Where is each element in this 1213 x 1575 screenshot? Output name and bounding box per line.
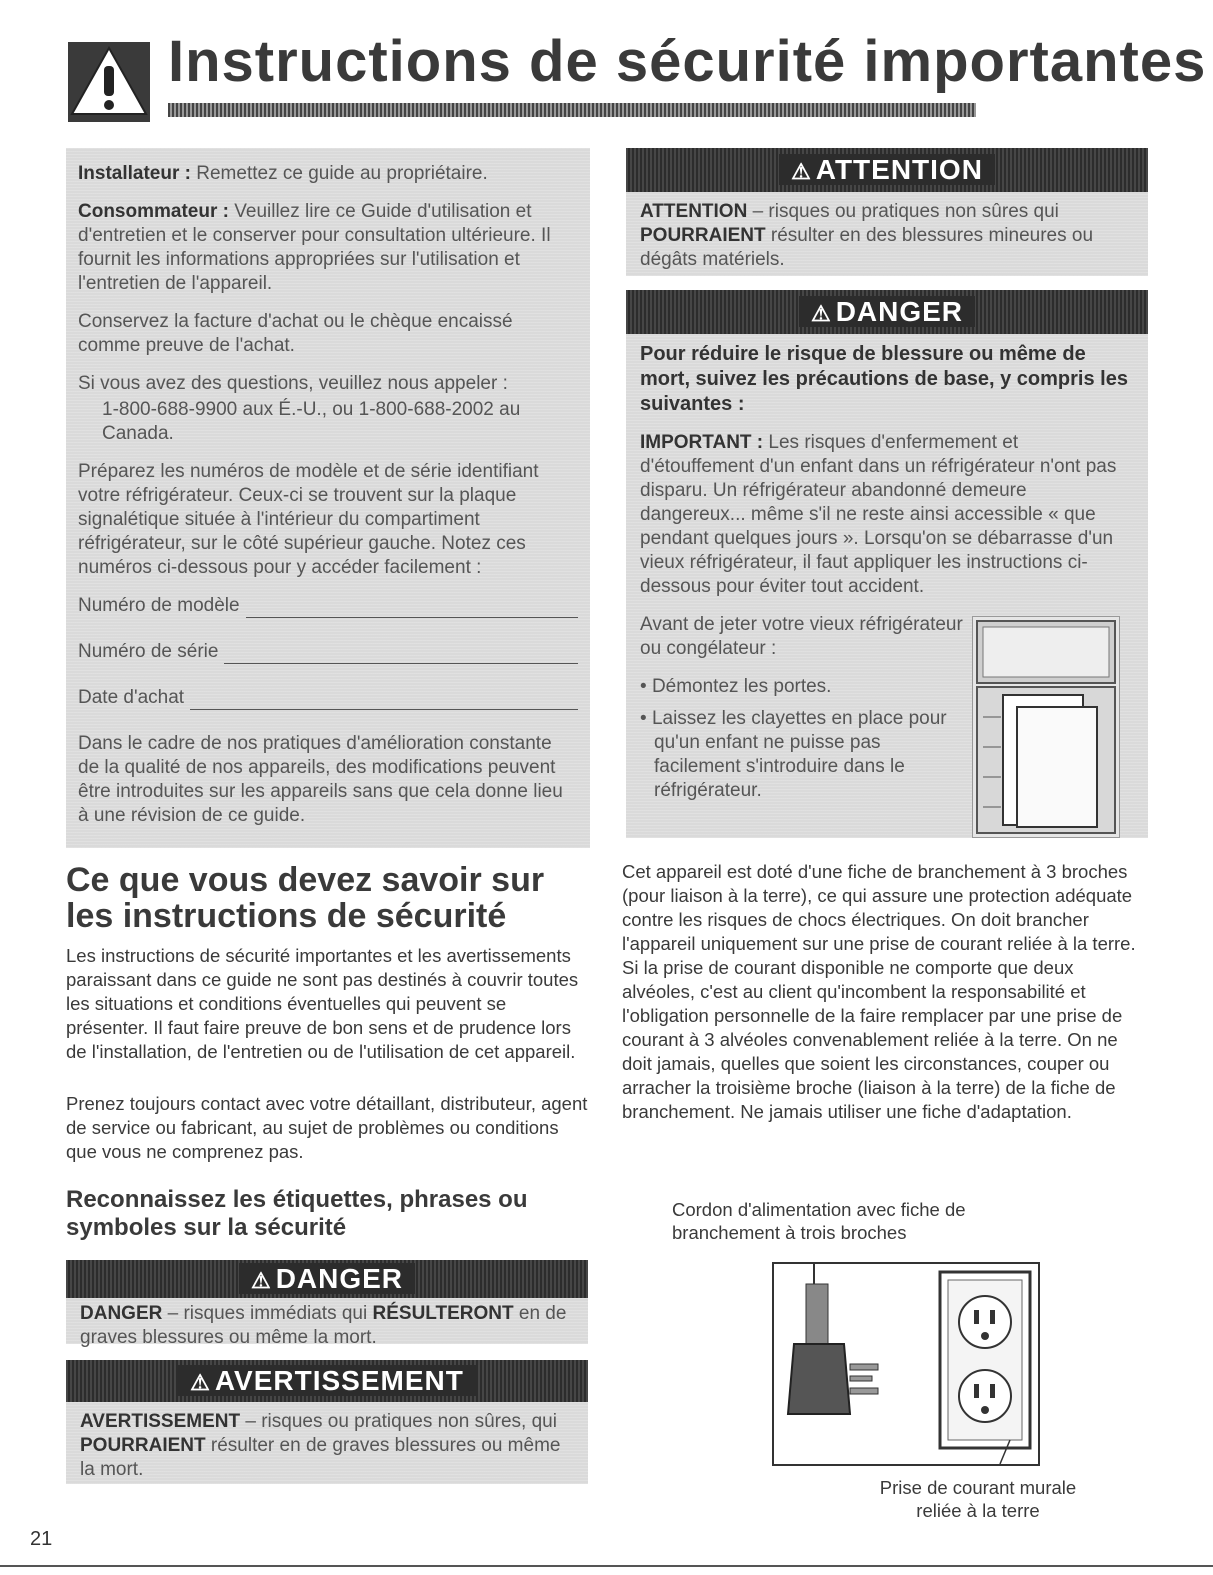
danger-banner-label: DANGER xyxy=(835,296,964,327)
warning-triangle-icon: ⚠ xyxy=(810,301,832,326)
important-text: Les risques d'enfermement et d'étouffement d'un enfant dans un réfrigérateur n'ont pas disparu. Un réfrigérateur abandonné demeure dangereux... même s'il ne reste ainsi accessible « que pendant quelques jours ». Lorsqu'on se débarrasse d'un vieux réfrigérateur, il faut appliquer les instructions ci-dessous pour éviter tout accident. xyxy=(640,432,1117,597)
attention-text-2: résulter en des blessures mineures ou dégâts matériels. xyxy=(640,225,1094,270)
consumer-label: Consommateur : xyxy=(78,201,229,222)
purchase-date-label: Date d'achat xyxy=(78,687,185,708)
attention-banner-label: ATTENTION xyxy=(815,154,983,185)
questions-note: Si vous avez des questions, veuillez nous appeler : xyxy=(78,373,508,394)
improvement-note: Dans le cadre de nos pratiques d'amélioration constante de la qualité de nos appareils, des modifications peuvent être introduites sur les appareils sans que cela donne lieu à une révision de ce guide. xyxy=(78,733,563,826)
danger-def-bold: DANGER xyxy=(80,1303,163,1324)
warning-triangle-icon: ⚠ xyxy=(190,1370,211,1395)
warning-triangle-icon: ⚠ xyxy=(250,1268,272,1293)
attention-bold-2: POURRAIENT xyxy=(640,225,766,246)
installer-label: Installateur : xyxy=(78,163,191,184)
danger-intro: Pour réduire le risque de blessure ou même de mort, suivez les précautions de base, y compris les suivantes : xyxy=(640,343,1128,415)
bullet-leave-shelves: • Laissez les clayettes en place pour qu'un enfant ne puisse pas facilement s'introduire dans le réfrigérateur. xyxy=(640,708,947,801)
serial-number-label: Numéro de série xyxy=(78,641,219,662)
plug-illustration xyxy=(772,1262,1040,1466)
warning-def-banner xyxy=(66,1360,588,1402)
serial-number-field[interactable] xyxy=(78,640,578,664)
bullet-remove-doors: • Démontez les portes. xyxy=(640,676,832,697)
warning-triangle-icon xyxy=(68,42,150,122)
purchase-date-line[interactable] xyxy=(190,691,578,710)
bottom-rule xyxy=(0,1565,1213,1567)
attention-banner xyxy=(626,148,1148,192)
phone-numbers: 1-800-688-9900 aux É.-U., ou 1-800-688-2002 au Canada. xyxy=(102,399,521,444)
model-number-field[interactable] xyxy=(78,594,578,618)
danger-def-bold-2: RÉSULTERONT xyxy=(372,1303,514,1324)
warning-triangle-icon: ⚠ xyxy=(791,159,812,184)
owner-info-box xyxy=(66,148,590,848)
page-title: Instructions de sécurité importantes xyxy=(168,29,1207,94)
consumer-text: Veuillez lire ce Guide d'utilisation et d'entretien et le conserver pour consultation ultérieure. Il fournit les informations appropriées sur l'utilisation et l'entretien de l'appareil. xyxy=(78,201,551,294)
model-serial-note: Préparez les numéros de modèle et de série identifiant votre réfrigérateur. Ceux-ci se trouvent sur la plaque signalétique située à l'intérieur du compartiment réfrigérateur, sur le côté supérieur gauche. Notez ces numéros ci-dessous pour y accéder facilement : xyxy=(78,461,539,578)
outlet-label: Prise de courant murale reliée à la terre xyxy=(879,1477,1077,1521)
cord-label: Cordon d'alimentation avec fiche de branchement à trois broches xyxy=(672,1199,966,1243)
warning-def-text: – risques ou pratiques non sûres, qui xyxy=(240,1411,557,1432)
safety-heading: Ce que vous devez savoir sur les instructions de sécurité xyxy=(66,861,545,935)
grounding-paragraph: Cet appareil est doté d'une fiche de branchement à 3 broches (pour liaison à la terre), ce qui assure une protection adéquate contre les risques de chocs électriques. On doit brancher l'appareil uniquement sur une prise de courant reliée à la terre. Si la prise de courant disponible ne comporte que deux alvéoles, c'est au client qu'incombent la responsabilité et l'obligation personnelle de la faire remplacer par une prise de courant à 3 alvéoles convenablement reliée à la terre. On ne doit jamais, quelles que soient les circonstances, couper ou arracher la troisième broche (liaison à la terre) de la fiche de branchement. Ne jamais utiliser une fiche d'adaptation. xyxy=(622,861,1136,1122)
before-discard-note: Avant de jeter votre vieux réfrigérateur ou congélateur : xyxy=(640,614,963,659)
warning-def-bold-2: POURRAIENT xyxy=(80,1435,206,1456)
fridge-illustration xyxy=(972,616,1120,838)
plug-outlet-icon xyxy=(774,1264,1038,1464)
danger-def-banner-label: DANGER xyxy=(275,1263,404,1294)
labels-heading: Reconnaissez les étiquettes, phrases ou symboles sur la sécurité xyxy=(66,1186,528,1241)
refrigerator-icon xyxy=(973,617,1119,837)
page-number: 21 xyxy=(30,1528,53,1550)
attention-bold: ATTENTION xyxy=(640,201,748,222)
warning-def-text-2: résulter en de graves blessures ou même la mort. xyxy=(80,1435,561,1480)
bullet-leave-shelves-text: Laissez les clayettes en place pour qu'un enfant ne puisse pas facilement s'introduire dans le réfrigérateur. xyxy=(651,708,947,801)
attention-text: – risques ou pratiques non sûres qui xyxy=(747,201,1059,222)
receipt-note: Conservez la facture d'achat ou le chèque encaissé comme preuve de l'achat. xyxy=(78,311,513,356)
danger-def-text: – risques immédiats qui xyxy=(162,1303,373,1324)
serial-number-line[interactable] xyxy=(224,645,578,664)
warning-def-banner-label: AVERTISSEMENT xyxy=(214,1365,464,1396)
warning-logo-icon xyxy=(68,42,150,122)
danger-definition-box xyxy=(66,1260,588,1348)
title-rule xyxy=(168,103,976,117)
model-number-line[interactable] xyxy=(246,599,578,618)
warning-definition-box xyxy=(66,1360,588,1484)
model-number-label: Numéro de modèle xyxy=(78,595,240,616)
attention-box xyxy=(626,148,1148,276)
danger-def-banner xyxy=(66,1260,588,1298)
installer-text: Remettez ce guide au propriétaire. xyxy=(190,163,488,184)
purchase-date-field[interactable] xyxy=(78,686,578,710)
danger-banner xyxy=(626,290,1148,334)
warning-def-bold: AVERTISSEMENT xyxy=(80,1411,241,1432)
bullet-remove-doors-text: Démontez les portes. xyxy=(651,676,832,697)
important-label: IMPORTANT : xyxy=(640,432,764,453)
safety-paragraph-1: Les instructions de sécurité importantes et les avertissements paraissant dans ce guide ne sont pas destinés à couvrir toutes les situations et conditions éventuelles qui peuvent se présenter. Il faut faire preuve de bon sens et de prudence lors de l'installation, de l'entretien ou de l'utilisation de cet appareil. xyxy=(66,945,579,1062)
safety-paragraph-2: Prenez toujours contact avec votre détaillant, distributeur, agent de service ou fabricant, au sujet de problèmes ou conditions que vous ne comprenez pas. xyxy=(66,1093,588,1162)
danger-def-text-2: en de graves blessures ou même la mort. xyxy=(80,1303,567,1348)
